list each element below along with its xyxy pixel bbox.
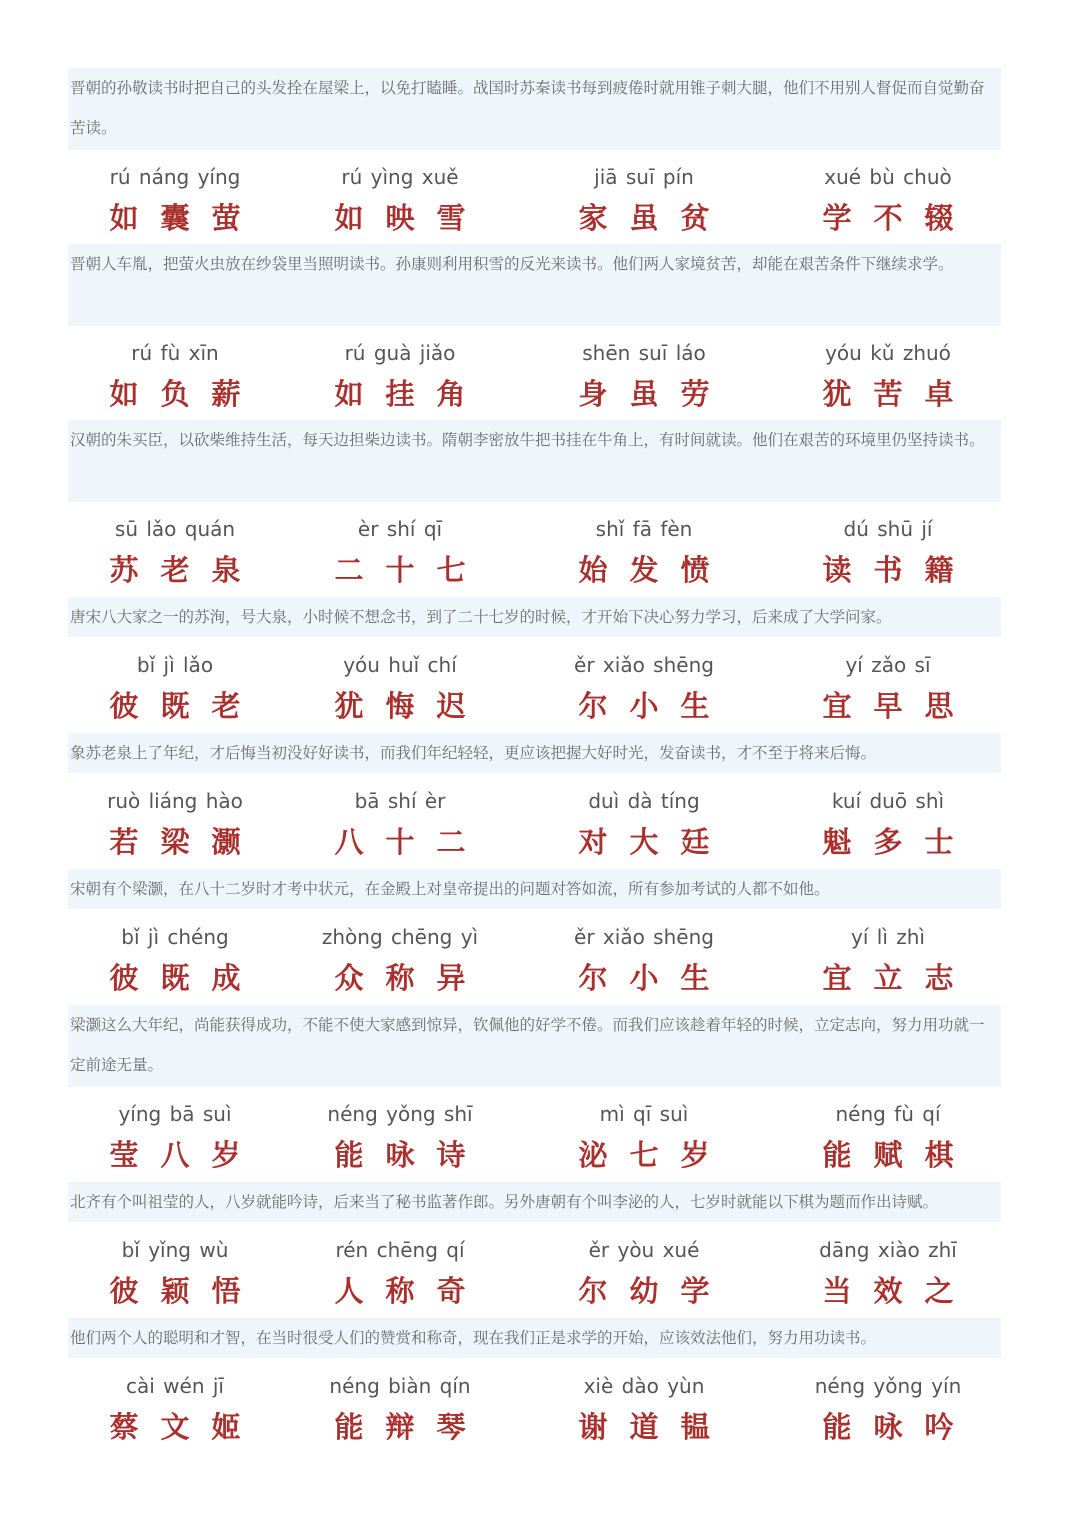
hanzi-char: 十 <box>385 825 415 859</box>
pinyin: jiā suī pín <box>594 165 694 189</box>
hanzi-char: 蔡 <box>109 1410 139 1444</box>
hanzi-char: 早 <box>873 689 903 723</box>
hanzi-group <box>75 688 275 724</box>
pinyin: duì dà tíng <box>588 789 700 813</box>
story-note: 象苏老泉上了年纪，才后悔当初没好好读书，而我们年纪轻轻，更应该把握大好时光，发奋读书，才不至于将来后悔。 <box>68 733 1001 773</box>
story-note: 北齐有个叫祖莹的人，八岁就能吟诗，后来当了秘书监著作郎。另外唐朝有个叫李泌的人，七岁时就能以下棋为题而作出诗赋。 <box>68 1182 1001 1222</box>
hanzi-char: 既 <box>160 961 190 995</box>
hanzi-char: 众 <box>334 961 364 995</box>
pinyin: bā shí èr <box>354 789 446 813</box>
pinyin: shēn suī láo <box>582 341 706 365</box>
hanzi-char: 姬 <box>211 1410 241 1444</box>
hanzi-group <box>300 1273 500 1309</box>
hanzi-char: 雪 <box>436 201 466 235</box>
hanzi-group <box>75 960 275 996</box>
hanzi-char: 效 <box>873 1274 903 1308</box>
hanzi-char: 虽 <box>629 377 659 411</box>
phrase-row <box>0 1099 1080 1179</box>
hanzi-group <box>788 688 988 724</box>
hanzi-char: 家 <box>578 201 608 235</box>
pinyin: zhòng chēng yì <box>321 925 479 949</box>
hanzi-group <box>788 1273 988 1309</box>
hanzi-char: 当 <box>822 1274 852 1308</box>
phrase-row <box>0 922 1080 1002</box>
hanzi-group <box>544 688 744 724</box>
hanzi-group <box>544 960 744 996</box>
pinyin: ěr yòu xué <box>588 1238 700 1262</box>
hanzi-char: 士 <box>924 825 954 859</box>
phrase-row <box>0 1235 1080 1315</box>
hanzi-char: 辍 <box>924 201 954 235</box>
hanzi-char: 宜 <box>822 689 852 723</box>
hanzi-group <box>788 1409 988 1445</box>
hanzi-char: 映 <box>385 201 415 235</box>
hanzi-char: 籍 <box>924 553 954 587</box>
hanzi-group <box>788 552 988 588</box>
hanzi-char: 薪 <box>211 377 241 411</box>
hanzi-group <box>788 1137 988 1173</box>
hanzi-group <box>544 1273 744 1309</box>
hanzi-char: 辩 <box>385 1410 415 1444</box>
hanzi-group <box>75 376 275 412</box>
pinyin: néng yǒng shī <box>327 1102 473 1126</box>
hanzi-group <box>75 552 275 588</box>
pinyin: dāng xiào zhī <box>819 1238 957 1262</box>
hanzi-char: 八 <box>334 825 364 859</box>
hanzi-char: 尔 <box>578 961 608 995</box>
hanzi-char: 咏 <box>873 1410 903 1444</box>
hanzi-char: 彼 <box>109 689 139 723</box>
hanzi-char: 学 <box>822 201 852 235</box>
pinyin: rén chēng qí <box>335 1238 465 1262</box>
hanzi-char: 彼 <box>109 1274 139 1308</box>
hanzi-char: 谢 <box>578 1410 608 1444</box>
hanzi-group <box>300 688 500 724</box>
phrase-row <box>0 338 1080 418</box>
hanzi-group <box>300 1409 500 1445</box>
hanzi-group <box>544 376 744 412</box>
hanzi-char: 七 <box>436 553 466 587</box>
hanzi-char: 吟 <box>924 1410 954 1444</box>
hanzi-char: 琴 <box>436 1410 466 1444</box>
story-note: 唐宋八大家之一的苏洵，号大泉，小时候不想念书，到了二十七岁的时候，才开始下决心努力学习，后来成了大学问家。 <box>68 597 1001 637</box>
hanzi-char: 悟 <box>211 1274 241 1308</box>
hanzi-char: 赋 <box>873 1138 903 1172</box>
pinyin: yíng bā suì <box>118 1102 232 1126</box>
hanzi-char: 泌 <box>578 1138 608 1172</box>
hanzi-char: 若 <box>109 825 139 859</box>
hanzi-char: 魁 <box>822 825 852 859</box>
hanzi-char: 大 <box>629 825 659 859</box>
pinyin: xiè dào yùn <box>583 1374 705 1398</box>
hanzi-char: 岁 <box>211 1138 241 1172</box>
hanzi-char: 学 <box>680 1274 710 1308</box>
hanzi-char: 称 <box>385 961 415 995</box>
hanzi-group <box>300 824 500 860</box>
hanzi-char: 身 <box>578 377 608 411</box>
hanzi-char: 书 <box>873 553 903 587</box>
hanzi-char: 愤 <box>680 553 710 587</box>
hanzi-group <box>300 1137 500 1173</box>
hanzi-char: 囊 <box>160 201 190 235</box>
pinyin: néng yǒng yín <box>814 1374 962 1398</box>
hanzi-group <box>300 200 500 236</box>
hanzi-group <box>788 824 988 860</box>
hanzi-char: 志 <box>924 961 954 995</box>
phrase-row <box>0 786 1080 866</box>
story-note: 晋朝的孙敬读书时把自己的头发拴在屋梁上，以免打瞌睡。战国时苏秦读书每到疲倦时就用锥子刺大腿，他们不用别人督促而自觉勤奋苦读。 <box>68 68 1001 150</box>
story-note: 宋朝有个梁灏，在八十二岁时才考中状元，在金殿上对皇帝提出的问题对答如流，所有参加考试的人都不如他。 <box>68 869 1001 909</box>
hanzi-char: 卓 <box>924 377 954 411</box>
pinyin: rú náng yíng <box>109 165 241 189</box>
hanzi-group <box>788 200 988 236</box>
phrase-row <box>0 1371 1080 1451</box>
story-note: 晋朝人车胤，把萤火虫放在纱袋里当照明读书。孙康则利用积雪的反光来读书。他们两人家境贫苦，却能在艰苦条件下继续求学。 <box>68 244 1001 326</box>
hanzi-group <box>300 376 500 412</box>
hanzi-char: 挂 <box>385 377 415 411</box>
hanzi-char: 岁 <box>680 1138 710 1172</box>
hanzi-char: 道 <box>629 1410 659 1444</box>
pinyin: ěr xiǎo shēng <box>574 925 714 949</box>
hanzi-char: 如 <box>334 201 364 235</box>
hanzi-group <box>75 824 275 860</box>
hanzi-char: 尔 <box>578 689 608 723</box>
pinyin: bǐ jì lǎo <box>136 653 214 677</box>
hanzi-char: 对 <box>578 825 608 859</box>
hanzi-char: 始 <box>578 553 608 587</box>
story-note: 梁灏这么大年纪，尚能获得成功，不能不使大家感到惊异，钦佩他的好学不倦。而我们应该趁着年轻的时候，立定志向，努力用功就一定前途无量。 <box>68 1005 1001 1087</box>
hanzi-group <box>75 200 275 236</box>
pinyin: dú shū jí <box>843 517 933 541</box>
hanzi-char: 苦 <box>873 377 903 411</box>
hanzi-char: 咏 <box>385 1138 415 1172</box>
hanzi-char: 韫 <box>680 1410 710 1444</box>
hanzi-char: 成 <box>211 961 241 995</box>
hanzi-char: 廷 <box>680 825 710 859</box>
hanzi-group <box>788 960 988 996</box>
hanzi-char: 老 <box>160 553 190 587</box>
pinyin: cài wén jī <box>126 1374 224 1398</box>
hanzi-group <box>544 1137 744 1173</box>
pinyin: mì qī suì <box>599 1102 689 1126</box>
hanzi-char: 多 <box>873 825 903 859</box>
hanzi-char: 角 <box>436 377 466 411</box>
hanzi-group <box>75 1409 275 1445</box>
pinyin: yóu huǐ chí <box>343 653 457 677</box>
hanzi-char: 二 <box>334 553 364 587</box>
hanzi-char: 生 <box>680 689 710 723</box>
pinyin: bǐ jì chéng <box>121 925 229 949</box>
hanzi-group <box>300 552 500 588</box>
pinyin: yóu kǔ zhuó <box>825 341 951 365</box>
pinyin: rú guà jiǎo <box>344 341 456 365</box>
hanzi-char: 如 <box>109 201 139 235</box>
pinyin: bǐ yǐng wù <box>121 1238 229 1262</box>
hanzi-group <box>300 960 500 996</box>
hanzi-char: 人 <box>334 1274 364 1308</box>
hanzi-char: 宜 <box>822 961 852 995</box>
pinyin: shǐ fā fèn <box>595 517 693 541</box>
hanzi-char: 立 <box>873 961 903 995</box>
hanzi-group <box>544 1409 744 1445</box>
hanzi-char: 文 <box>160 1410 190 1444</box>
pinyin: yí zǎo sī <box>845 653 931 677</box>
hanzi-char: 悔 <box>385 689 415 723</box>
hanzi-char: 小 <box>629 961 659 995</box>
hanzi-char: 七 <box>629 1138 659 1172</box>
hanzi-char: 二 <box>436 825 466 859</box>
hanzi-char: 棋 <box>924 1138 954 1172</box>
pinyin: kuí duō shì <box>831 789 945 813</box>
hanzi-char: 生 <box>680 961 710 995</box>
hanzi-char: 不 <box>873 201 903 235</box>
hanzi-char: 彼 <box>109 961 139 995</box>
hanzi-char: 老 <box>211 689 241 723</box>
hanzi-char: 颖 <box>160 1274 190 1308</box>
hanzi-char: 泉 <box>211 553 241 587</box>
pinyin: ěr xiǎo shēng <box>574 653 714 677</box>
hanzi-char: 八 <box>160 1138 190 1172</box>
hanzi-char: 犹 <box>822 377 852 411</box>
hanzi-group <box>544 200 744 236</box>
hanzi-char: 奇 <box>436 1274 466 1308</box>
hanzi-char: 迟 <box>436 689 466 723</box>
hanzi-char: 能 <box>822 1138 852 1172</box>
hanzi-char: 如 <box>109 377 139 411</box>
hanzi-char: 十 <box>385 553 415 587</box>
hanzi-group <box>75 1137 275 1173</box>
hanzi-char: 如 <box>334 377 364 411</box>
hanzi-char: 虽 <box>629 201 659 235</box>
pinyin: xué bù chuò <box>824 165 952 189</box>
hanzi-char: 小 <box>629 689 659 723</box>
hanzi-char: 既 <box>160 689 190 723</box>
hanzi-char: 能 <box>334 1138 364 1172</box>
hanzi-char: 之 <box>924 1274 954 1308</box>
hanzi-char: 能 <box>822 1410 852 1444</box>
hanzi-char: 发 <box>629 553 659 587</box>
pinyin: yí lì zhì <box>851 925 925 949</box>
hanzi-char: 尔 <box>578 1274 608 1308</box>
hanzi-char: 读 <box>822 553 852 587</box>
hanzi-char: 异 <box>436 961 466 995</box>
pinyin: sū lǎo quán <box>114 517 236 541</box>
hanzi-char: 苏 <box>109 553 139 587</box>
phrase-row <box>0 514 1080 594</box>
hanzi-char: 能 <box>334 1410 364 1444</box>
hanzi-char: 诗 <box>436 1138 466 1172</box>
phrase-row <box>0 650 1080 730</box>
hanzi-char: 幼 <box>629 1274 659 1308</box>
story-note: 他们两个人的聪明和才智，在当时很受人们的赞赏和称奇，现在我们正是求学的开始，应该效法他们，努力用功读书。 <box>68 1318 1001 1358</box>
pinyin: néng biàn qín <box>329 1374 471 1398</box>
hanzi-char: 思 <box>924 689 954 723</box>
pinyin: ruò liáng hào <box>107 789 243 813</box>
pinyin: rú fù xīn <box>131 341 219 365</box>
pinyin: néng fù qí <box>835 1102 941 1126</box>
phrase-row <box>0 162 1080 242</box>
pinyin: èr shí qī <box>357 517 443 541</box>
hanzi-char: 负 <box>160 377 190 411</box>
hanzi-char: 劳 <box>680 377 710 411</box>
hanzi-char: 萤 <box>211 201 241 235</box>
story-note: 汉朝的朱买臣，以砍柴维持生活，每天边担柴边读书。隋朝李密放牛把书挂在牛角上，有时间就读。他们在艰苦的环境里仍坚持读书。 <box>68 420 1001 502</box>
hanzi-group <box>75 1273 275 1309</box>
hanzi-char: 莹 <box>109 1138 139 1172</box>
pinyin: rú yìng xuě <box>341 165 459 189</box>
hanzi-group <box>544 824 744 860</box>
hanzi-char: 梁 <box>160 825 190 859</box>
hanzi-group <box>788 376 988 412</box>
hanzi-char: 犹 <box>334 689 364 723</box>
hanzi-char: 贫 <box>680 201 710 235</box>
hanzi-group <box>544 552 744 588</box>
hanzi-char: 灏 <box>211 825 241 859</box>
hanzi-char: 称 <box>385 1274 415 1308</box>
